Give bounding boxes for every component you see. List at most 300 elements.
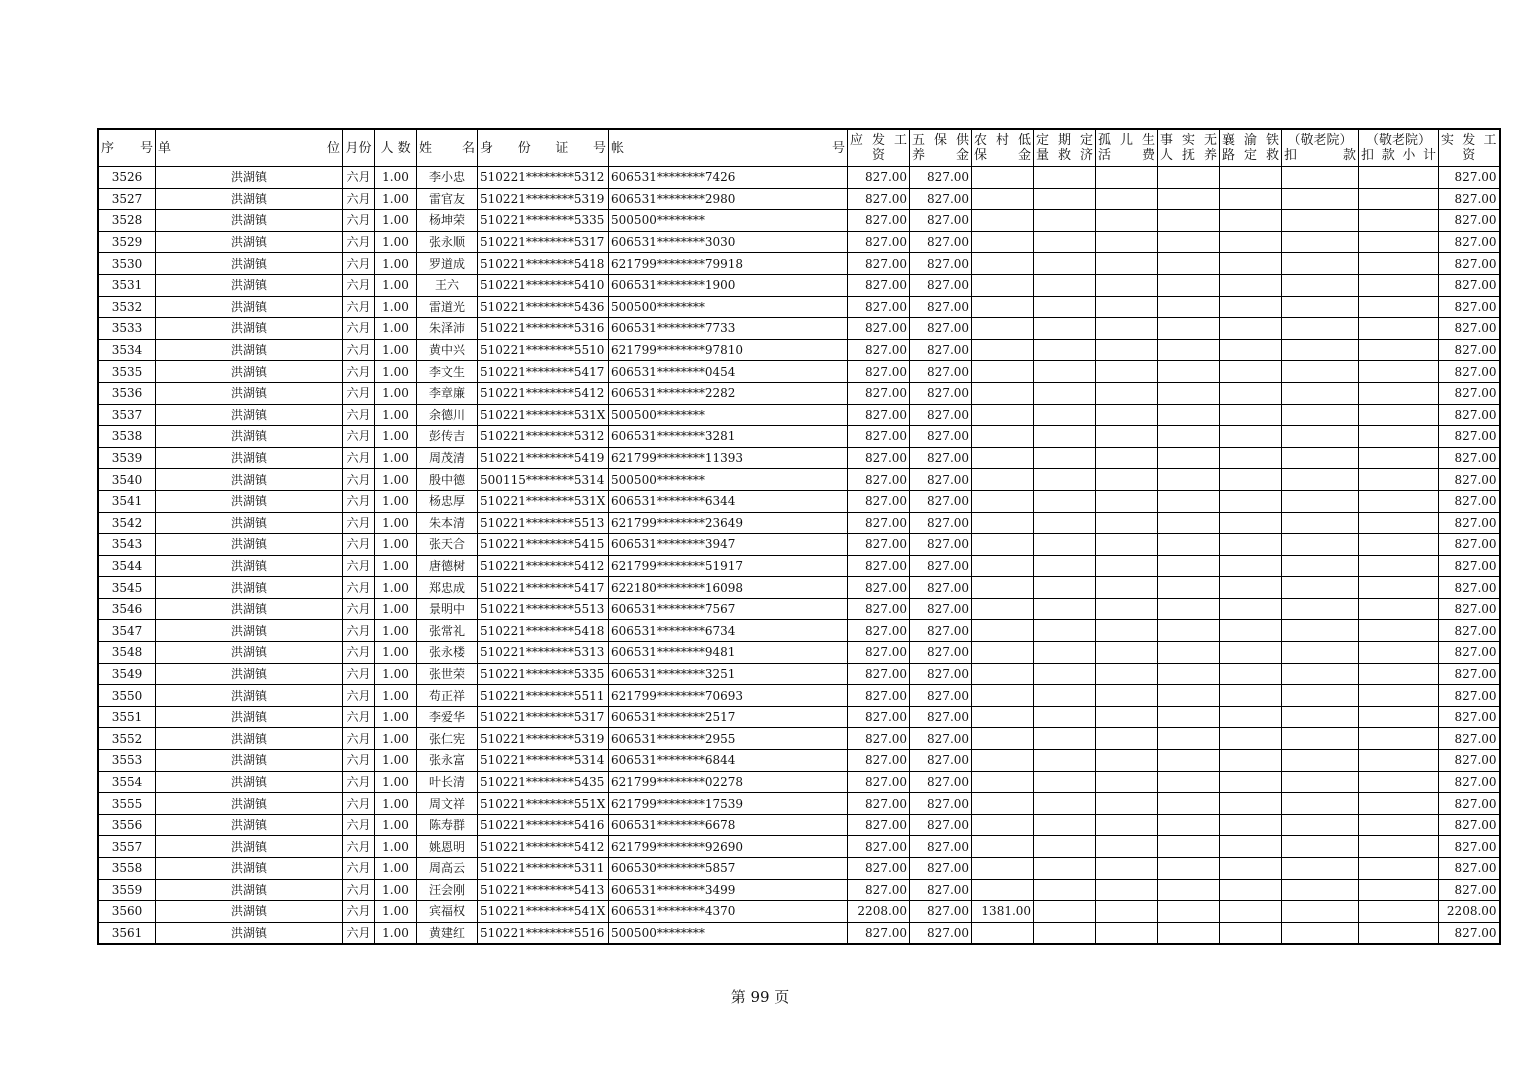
cell-account: 606531********9481 <box>609 642 848 664</box>
cell-dibao <box>972 447 1034 469</box>
cell-wubao: 827.00 <box>910 728 972 750</box>
cell-count: 1.00 <box>375 469 417 491</box>
cell-month: 六月 <box>343 706 375 728</box>
cell-actual: 827.00 <box>1439 188 1500 210</box>
cell-dingqi <box>1034 901 1096 923</box>
cell-count: 1.00 <box>375 620 417 642</box>
cell-id: 510221********5314 <box>478 750 609 772</box>
cell-xiangyu <box>1220 663 1282 685</box>
cell-id: 510221********5317 <box>478 231 609 253</box>
cell-wubao: 827.00 <box>910 167 972 189</box>
cell-count: 1.00 <box>375 361 417 383</box>
cell-unit: 洪湖镇 <box>156 706 343 728</box>
cell-wubao: 827.00 <box>910 382 972 404</box>
cell-shishi <box>1158 901 1220 923</box>
cell-count: 1.00 <box>375 404 417 426</box>
cell-seq: 3531 <box>98 274 156 296</box>
cell-jly-deduction <box>1282 728 1359 750</box>
cell-xiangyu <box>1220 750 1282 772</box>
cell-count: 1.00 <box>375 253 417 275</box>
cell-jly-deduction <box>1282 274 1359 296</box>
cell-wubao: 827.00 <box>910 231 972 253</box>
cell-id: 510221********531X <box>478 490 609 512</box>
cell-actual: 827.00 <box>1439 318 1500 340</box>
cell-shishi <box>1158 771 1220 793</box>
cell-dingqi <box>1034 318 1096 340</box>
cell-dibao <box>972 771 1034 793</box>
cell-id: 510221********5413 <box>478 879 609 901</box>
cell-wubao: 827.00 <box>910 879 972 901</box>
cell-guer <box>1096 577 1158 599</box>
cell-xiangyu <box>1220 339 1282 361</box>
cell-jly-subtotal <box>1359 296 1439 318</box>
cell-name: 雷道光 <box>417 296 478 318</box>
table-row <box>98 490 1500 512</box>
cell-account: 622180********16098 <box>609 577 848 599</box>
cell-dibao <box>972 231 1034 253</box>
cell-count: 1.00 <box>375 210 417 232</box>
cell-wubao: 827.00 <box>910 188 972 210</box>
cell-dingqi <box>1034 642 1096 664</box>
header-dibao-line1: 农 村 低 <box>974 133 1032 148</box>
cell-xiangyu <box>1220 231 1282 253</box>
cell-jly-deduction <box>1282 188 1359 210</box>
cell-pay: 827.00 <box>848 663 910 685</box>
cell-account: 500500******** <box>609 210 848 232</box>
cell-id: 510221********5335 <box>478 210 609 232</box>
cell-dingqi <box>1034 685 1096 707</box>
cell-count: 1.00 <box>375 642 417 664</box>
cell-pay: 2208.00 <box>848 901 910 923</box>
cell-guer <box>1096 188 1158 210</box>
cell-id: 510221********5418 <box>478 253 609 275</box>
cell-dibao <box>972 598 1034 620</box>
cell-wubao: 827.00 <box>910 426 972 448</box>
cell-guer <box>1096 858 1158 880</box>
cell-month: 六月 <box>343 318 375 340</box>
cell-dingqi <box>1034 188 1096 210</box>
cell-count: 1.00 <box>375 814 417 836</box>
cell-month: 六月 <box>343 426 375 448</box>
cell-xiangyu <box>1220 620 1282 642</box>
header-pay-line1: 应 发 工 <box>850 133 908 148</box>
cell-account: 606531********6844 <box>609 750 848 772</box>
cell-pay: 827.00 <box>848 879 910 901</box>
cell-shishi <box>1158 274 1220 296</box>
cell-pay: 827.00 <box>848 598 910 620</box>
cell-unit: 洪湖镇 <box>156 188 343 210</box>
cell-name: 张常礼 <box>417 620 478 642</box>
cell-unit: 洪湖镇 <box>156 447 343 469</box>
header-guer <box>1096 129 1158 167</box>
cell-jly-deduction <box>1282 555 1359 577</box>
cell-count: 1.00 <box>375 879 417 901</box>
table-row <box>98 231 1500 253</box>
table-body <box>98 167 1500 945</box>
cell-unit: 洪湖镇 <box>156 598 343 620</box>
cell-actual: 827.00 <box>1439 382 1500 404</box>
cell-wubao: 827.00 <box>910 814 972 836</box>
header-shishi-line1: 事 实 无 <box>1160 133 1218 148</box>
cell-name: 张仁宪 <box>417 728 478 750</box>
cell-name: 张天合 <box>417 534 478 556</box>
cell-name: 苟正祥 <box>417 685 478 707</box>
cell-jly-subtotal <box>1359 577 1439 599</box>
cell-guer <box>1096 253 1158 275</box>
cell-id: 510221********5510 <box>478 339 609 361</box>
cell-id: 510221********5418 <box>478 620 609 642</box>
cell-unit: 洪湖镇 <box>156 296 343 318</box>
cell-actual: 827.00 <box>1439 426 1500 448</box>
cell-count: 1.00 <box>375 447 417 469</box>
cell-wubao: 827.00 <box>910 512 972 534</box>
cell-guer <box>1096 598 1158 620</box>
cell-month: 六月 <box>343 274 375 296</box>
cell-jly-deduction <box>1282 231 1359 253</box>
cell-count: 1.00 <box>375 858 417 880</box>
cell-xiangyu <box>1220 728 1282 750</box>
cell-dibao <box>972 167 1034 189</box>
cell-account: 606531********7567 <box>609 598 848 620</box>
cell-unit: 洪湖镇 <box>156 534 343 556</box>
cell-month: 六月 <box>343 793 375 815</box>
cell-unit: 洪湖镇 <box>156 253 343 275</box>
cell-unit: 洪湖镇 <box>156 814 343 836</box>
header-dibao-line2: 保 金 <box>974 148 1032 163</box>
cell-xiangyu <box>1220 361 1282 383</box>
cell-actual: 827.00 <box>1439 620 1500 642</box>
cell-name: 雷官友 <box>417 188 478 210</box>
cell-id: 510221********5311 <box>478 858 609 880</box>
cell-id: 510221********5412 <box>478 555 609 577</box>
cell-jly-deduction <box>1282 361 1359 383</box>
cell-count: 1.00 <box>375 793 417 815</box>
header-actual-line2: 资 <box>1462 148 1476 163</box>
cell-guer <box>1096 404 1158 426</box>
cell-seq: 3527 <box>98 188 156 210</box>
cell-count: 1.00 <box>375 922 417 944</box>
header-xiangyu-line1: 襄 渝 铁 <box>1222 133 1280 148</box>
cell-dibao <box>972 512 1034 534</box>
cell-id: 510221********5412 <box>478 836 609 858</box>
cell-xiangyu <box>1220 858 1282 880</box>
cell-pay: 827.00 <box>848 620 910 642</box>
cell-xiangyu <box>1220 296 1282 318</box>
cell-count: 1.00 <box>375 231 417 253</box>
cell-id: 510221********5335 <box>478 663 609 685</box>
cell-seq: 3556 <box>98 814 156 836</box>
cell-jly-deduction <box>1282 598 1359 620</box>
header-month: 月份 <box>343 129 375 167</box>
cell-count: 1.00 <box>375 750 417 772</box>
cell-wubao: 827.00 <box>910 577 972 599</box>
cell-month: 六月 <box>343 663 375 685</box>
cell-name: 张永楼 <box>417 642 478 664</box>
table-row <box>98 404 1500 426</box>
cell-count: 1.00 <box>375 577 417 599</box>
cell-wubao: 827.00 <box>910 685 972 707</box>
cell-jly-subtotal <box>1359 555 1439 577</box>
header-guer-line2: 活 费 <box>1098 148 1156 163</box>
cell-actual: 2208.00 <box>1439 901 1500 923</box>
cell-dingqi <box>1034 253 1096 275</box>
cell-xiangyu <box>1220 814 1282 836</box>
header-count: 人 数 <box>375 129 417 167</box>
cell-month: 六月 <box>343 728 375 750</box>
cell-shishi <box>1158 922 1220 944</box>
cell-count: 1.00 <box>375 490 417 512</box>
cell-guer <box>1096 642 1158 664</box>
cell-jly-deduction <box>1282 490 1359 512</box>
cell-id: 510221********5415 <box>478 534 609 556</box>
cell-unit: 洪湖镇 <box>156 469 343 491</box>
cell-guer <box>1096 663 1158 685</box>
cell-account: 621799********79918 <box>609 253 848 275</box>
cell-dingqi <box>1034 814 1096 836</box>
cell-guer <box>1096 426 1158 448</box>
table-row <box>98 447 1500 469</box>
cell-account: 606530********5857 <box>609 858 848 880</box>
cell-id: 510221********5317 <box>478 706 609 728</box>
header-wubao-line2: 养 金 <box>912 148 970 163</box>
cell-wubao: 827.00 <box>910 318 972 340</box>
cell-xiangyu <box>1220 922 1282 944</box>
cell-pay: 827.00 <box>848 512 910 534</box>
cell-seq: 3529 <box>98 231 156 253</box>
cell-name: 朱泽沛 <box>417 318 478 340</box>
cell-unit: 洪湖镇 <box>156 750 343 772</box>
cell-dibao <box>972 361 1034 383</box>
cell-count: 1.00 <box>375 339 417 361</box>
cell-shishi <box>1158 793 1220 815</box>
cell-guer <box>1096 296 1158 318</box>
cell-unit: 洪湖镇 <box>156 620 343 642</box>
cell-dingqi <box>1034 858 1096 880</box>
cell-dibao <box>972 728 1034 750</box>
cell-id: 510221********5410 <box>478 274 609 296</box>
cell-jly-subtotal <box>1359 512 1439 534</box>
cell-jly-deduction <box>1282 253 1359 275</box>
cell-actual: 827.00 <box>1439 750 1500 772</box>
cell-account: 621799********70693 <box>609 685 848 707</box>
cell-month: 六月 <box>343 210 375 232</box>
cell-unit: 洪湖镇 <box>156 685 343 707</box>
cell-guer <box>1096 685 1158 707</box>
table-row <box>98 642 1500 664</box>
cell-name: 余德川 <box>417 404 478 426</box>
cell-name: 李爱华 <box>417 706 478 728</box>
cell-seq: 3552 <box>98 728 156 750</box>
cell-dibao <box>972 469 1034 491</box>
cell-month: 六月 <box>343 814 375 836</box>
cell-count: 1.00 <box>375 274 417 296</box>
cell-jly-deduction <box>1282 469 1359 491</box>
cell-xiangyu <box>1220 534 1282 556</box>
cell-jly-deduction <box>1282 339 1359 361</box>
cell-seq: 3554 <box>98 771 156 793</box>
cell-xiangyu <box>1220 490 1282 512</box>
cell-xiangyu <box>1220 447 1282 469</box>
cell-shishi <box>1158 728 1220 750</box>
header-dibao <box>972 129 1034 167</box>
cell-jly-subtotal <box>1359 771 1439 793</box>
cell-month: 六月 <box>343 620 375 642</box>
cell-shishi <box>1158 642 1220 664</box>
cell-jly-deduction <box>1282 922 1359 944</box>
cell-wubao: 827.00 <box>910 469 972 491</box>
cell-actual: 827.00 <box>1439 879 1500 901</box>
relief-payroll-table <box>97 128 1501 945</box>
cell-guer <box>1096 750 1158 772</box>
cell-pay: 827.00 <box>848 555 910 577</box>
header-shishi-line2: 人 抚 养 <box>1160 148 1218 163</box>
cell-xiangyu <box>1220 642 1282 664</box>
cell-name: 李小忠 <box>417 167 478 189</box>
cell-shishi <box>1158 339 1220 361</box>
cell-jly-subtotal <box>1359 728 1439 750</box>
cell-name: 殷中德 <box>417 469 478 491</box>
cell-jly-subtotal <box>1359 793 1439 815</box>
cell-unit: 洪湖镇 <box>156 771 343 793</box>
cell-dibao <box>972 339 1034 361</box>
cell-guer <box>1096 274 1158 296</box>
cell-pay: 827.00 <box>848 642 910 664</box>
cell-dingqi <box>1034 231 1096 253</box>
cell-xiangyu <box>1220 253 1282 275</box>
cell-account: 606531********6734 <box>609 620 848 642</box>
cell-actual: 827.00 <box>1439 771 1500 793</box>
cell-month: 六月 <box>343 167 375 189</box>
cell-account: 606531********6344 <box>609 490 848 512</box>
cell-unit: 洪湖镇 <box>156 555 343 577</box>
cell-jly-deduction <box>1282 210 1359 232</box>
cell-account: 500500******** <box>609 296 848 318</box>
cell-month: 六月 <box>343 490 375 512</box>
cell-dingqi <box>1034 382 1096 404</box>
cell-month: 六月 <box>343 339 375 361</box>
cell-unit: 洪湖镇 <box>156 728 343 750</box>
cell-jly-subtotal <box>1359 858 1439 880</box>
cell-xiangyu <box>1220 555 1282 577</box>
cell-month: 六月 <box>343 231 375 253</box>
table-row <box>98 426 1500 448</box>
cell-jly-subtotal <box>1359 274 1439 296</box>
cell-month: 六月 <box>343 879 375 901</box>
cell-month: 六月 <box>343 836 375 858</box>
cell-actual: 827.00 <box>1439 706 1500 728</box>
header-dingqi <box>1034 129 1096 167</box>
cell-jly-subtotal <box>1359 231 1439 253</box>
header-jly-deduction <box>1282 129 1359 167</box>
cell-jly-subtotal <box>1359 188 1439 210</box>
cell-seq: 3547 <box>98 620 156 642</box>
cell-pay: 827.00 <box>848 469 910 491</box>
cell-name: 宾福权 <box>417 901 478 923</box>
table-row <box>98 361 1500 383</box>
cell-seq: 3553 <box>98 750 156 772</box>
cell-wubao: 827.00 <box>910 901 972 923</box>
cell-shishi <box>1158 296 1220 318</box>
cell-unit: 洪湖镇 <box>156 490 343 512</box>
cell-id: 510221********541X <box>478 901 609 923</box>
cell-id: 510221********5513 <box>478 598 609 620</box>
cell-jly-subtotal <box>1359 814 1439 836</box>
cell-shishi <box>1158 598 1220 620</box>
table-row <box>98 318 1500 340</box>
cell-pay: 827.00 <box>848 922 910 944</box>
header-jly-subtotal <box>1359 129 1439 167</box>
header-jly-subtotal-line2: 扣 款 小 计 <box>1361 148 1437 163</box>
cell-xiangyu <box>1220 318 1282 340</box>
cell-unit: 洪湖镇 <box>156 274 343 296</box>
cell-dingqi <box>1034 361 1096 383</box>
cell-dingqi <box>1034 469 1096 491</box>
cell-jly-subtotal <box>1359 750 1439 772</box>
cell-count: 1.00 <box>375 598 417 620</box>
cell-jly-deduction <box>1282 706 1359 728</box>
cell-month: 六月 <box>343 922 375 944</box>
cell-dibao <box>972 663 1034 685</box>
cell-id: 510221********5319 <box>478 188 609 210</box>
cell-name: 朱本清 <box>417 512 478 534</box>
cell-account: 606531********7426 <box>609 167 848 189</box>
cell-shishi <box>1158 534 1220 556</box>
table-row <box>98 469 1500 491</box>
cell-unit: 洪湖镇 <box>156 426 343 448</box>
cell-guer <box>1096 706 1158 728</box>
cell-account: 606531********3947 <box>609 534 848 556</box>
cell-guer <box>1096 512 1158 534</box>
cell-seq: 3538 <box>98 426 156 448</box>
cell-id: 510221********5513 <box>478 512 609 534</box>
header-jly-subtotal-line1: （敬老院） <box>1366 133 1432 148</box>
header-xiangyu <box>1220 129 1282 167</box>
cell-wubao: 827.00 <box>910 663 972 685</box>
cell-shishi <box>1158 620 1220 642</box>
cell-count: 1.00 <box>375 534 417 556</box>
cell-jly-deduction <box>1282 167 1359 189</box>
cell-xiangyu <box>1220 685 1282 707</box>
cell-unit: 洪湖镇 <box>156 879 343 901</box>
cell-month: 六月 <box>343 598 375 620</box>
cell-name: 杨忠厚 <box>417 490 478 512</box>
cell-name: 李文生 <box>417 361 478 383</box>
cell-dingqi <box>1034 620 1096 642</box>
cell-account: 606531********2282 <box>609 382 848 404</box>
cell-seq: 3559 <box>98 879 156 901</box>
cell-dingqi <box>1034 339 1096 361</box>
cell-actual: 827.00 <box>1439 728 1500 750</box>
cell-seq: 3543 <box>98 534 156 556</box>
table-row <box>98 620 1500 642</box>
cell-unit: 洪湖镇 <box>156 167 343 189</box>
cell-guer <box>1096 534 1158 556</box>
cell-month: 六月 <box>343 642 375 664</box>
cell-actual: 827.00 <box>1439 685 1500 707</box>
header-id: 身 份 证 号 <box>478 129 609 167</box>
cell-seq: 3548 <box>98 642 156 664</box>
cell-month: 六月 <box>343 447 375 469</box>
cell-month: 六月 <box>343 534 375 556</box>
cell-seq: 3530 <box>98 253 156 275</box>
cell-jly-deduction <box>1282 836 1359 858</box>
cell-shishi <box>1158 555 1220 577</box>
cell-guer <box>1096 318 1158 340</box>
cell-jly-deduction <box>1282 620 1359 642</box>
cell-jly-subtotal <box>1359 901 1439 923</box>
cell-account: 621799********23649 <box>609 512 848 534</box>
cell-dingqi <box>1034 167 1096 189</box>
